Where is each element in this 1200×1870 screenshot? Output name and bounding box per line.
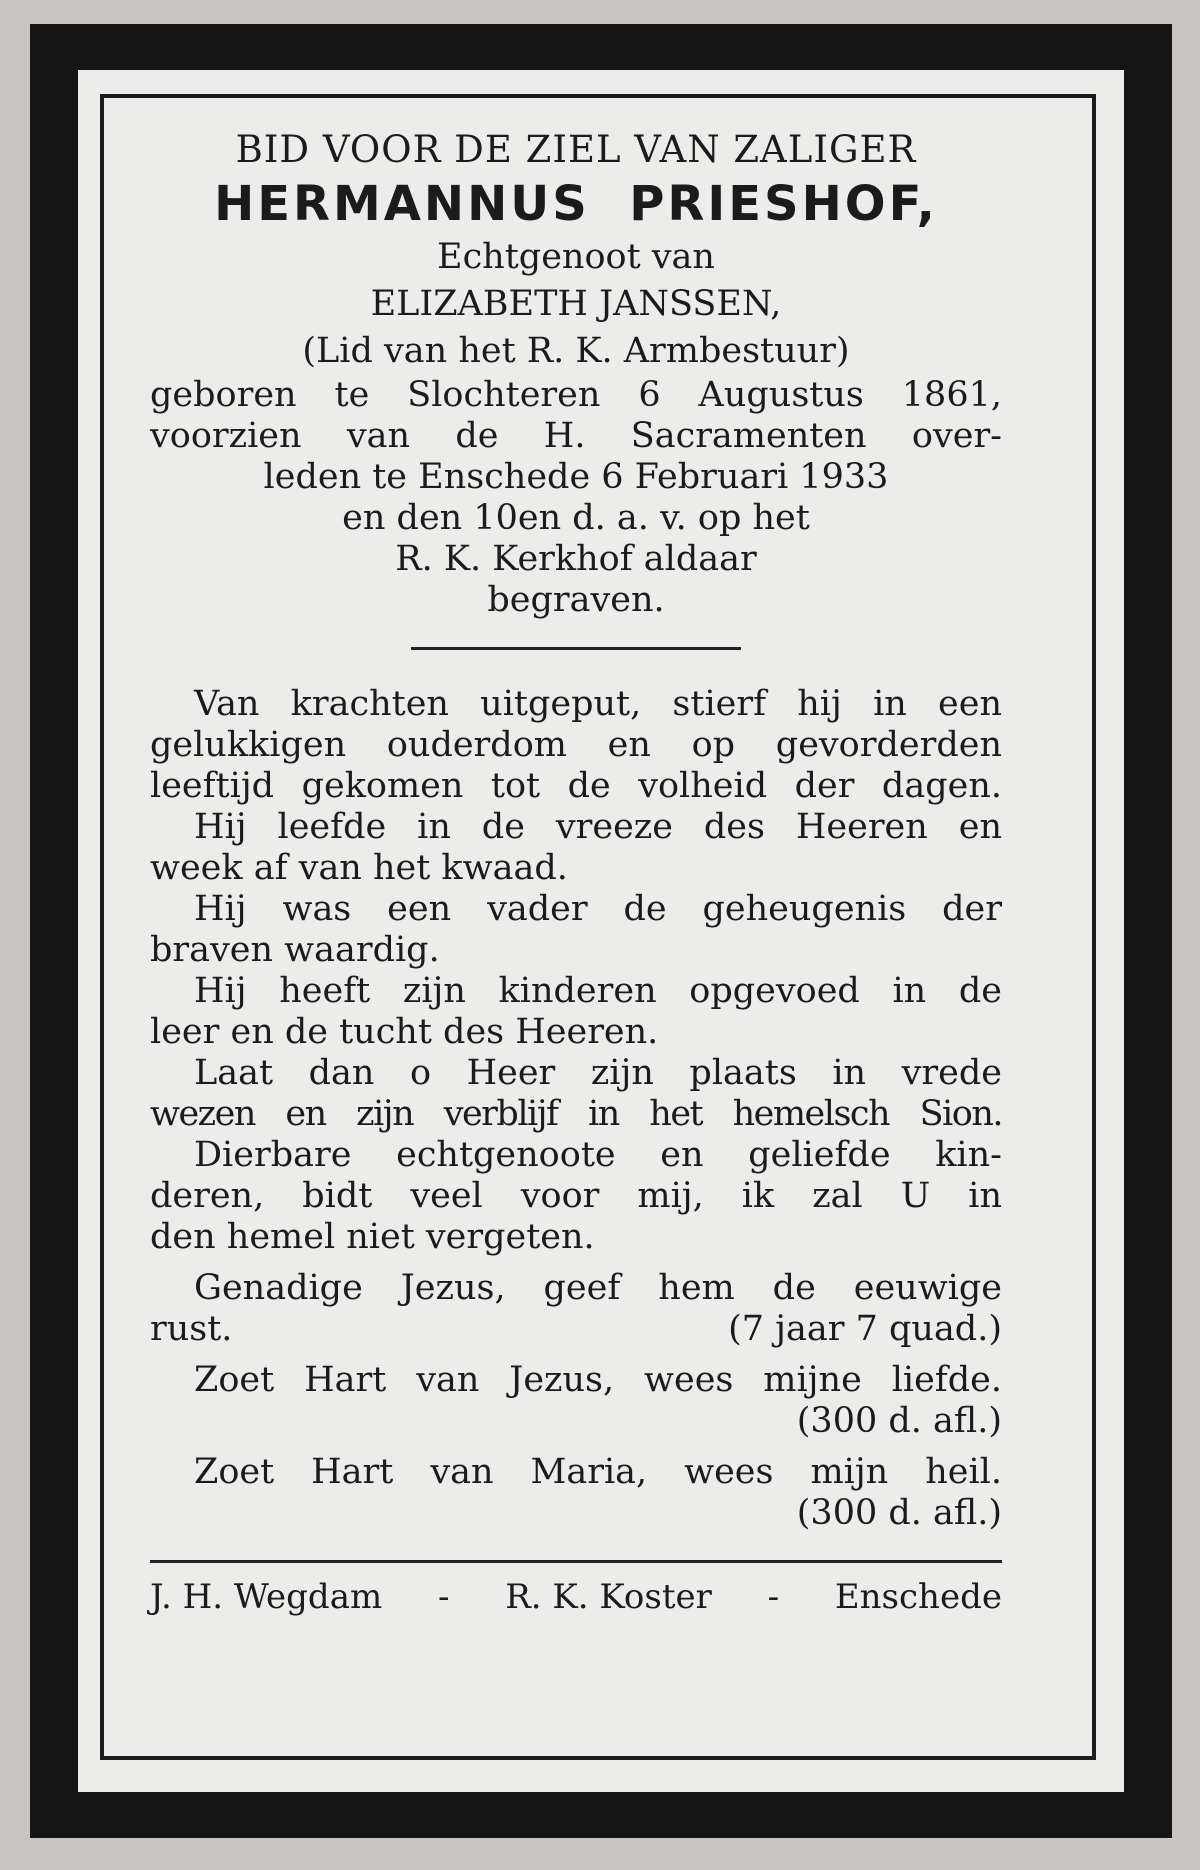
spouse-name: ELIZABETH JANSSEN, (370, 284, 782, 324)
indulgence-note: (7 jaar 7 quad.) (728, 1309, 1002, 1349)
spouse-intro: Echtgenoot van (437, 237, 715, 277)
verse-line: Laat dan o Heer zijn plaats in vrede (194, 1053, 1002, 1093)
prayer-heading: BID VOOR DE ZIEL VAN ZALIGER (235, 128, 917, 171)
indulgence-note: (300 d. afl.) (796, 1493, 1002, 1533)
footer-divider (150, 1560, 1002, 1563)
prayer-line: Genadige Jezus, geef hem de eeuwige (194, 1268, 1002, 1308)
dates-line: leden te Enschede 6 Februari 1933 (263, 457, 889, 497)
verse-line: gelukkigen ouderdom en op gevorderden (150, 725, 1002, 765)
dates-line: geboren te Slochteren 6 Augustus 1861, (150, 375, 1002, 415)
card-paper (78, 70, 1124, 1792)
verse-line: Hij heeft zijn kinderen opgevoed in de (194, 971, 1002, 1011)
dates-line: begraven. (487, 580, 665, 620)
verse-line: week af van het kwaad. (150, 848, 568, 888)
verse-line: Van krachten uitgeput, stierf hij in een (194, 684, 1002, 724)
verse-line: braven waardig. (150, 930, 440, 970)
verse-line: Hij was een vader de geheugenis der (194, 889, 1002, 929)
prayer-line: Zoet Hart van Jezus, wees mijne liefde. (194, 1360, 1002, 1400)
verse-line: deren, bidt veel voor mij, ik zal U in (150, 1176, 1002, 1216)
prayer-line (150, 1309, 1002, 1350)
role-note: (Lid van het R. K. Armbestuur) (302, 331, 850, 371)
verse-line: den hemel niet vergeten. (150, 1217, 595, 1257)
dates-line: voorzien van de H. Sacramenten over- (150, 416, 1002, 456)
verse-line: Dierbare echtgenoote en geliefde kin- (194, 1135, 1002, 1175)
dates-line: en den 10en d. a. v. op het (342, 498, 810, 538)
verse-line: leer en de tucht des Heeren. (150, 1012, 659, 1052)
memorial-card (30, 24, 1172, 1838)
indulgence-note: (300 d. afl.) (796, 1401, 1002, 1441)
verse-line: Hij leefde in de vreeze des Heeren en (194, 807, 1002, 847)
printer-imprint (150, 1575, 1002, 1619)
deceased-name: HERMANNUS PRIESHOF, (214, 176, 938, 232)
card-content (150, 126, 1002, 1619)
printer-city: Enschede (834, 1577, 1002, 1617)
imprint-separator: - (437, 1577, 450, 1617)
verse-line: wezen en zijn verblijf in het hemelsch Sion. (150, 1094, 1002, 1134)
prayer-text: rust. (150, 1309, 233, 1349)
verse-line: leeftijd gekomen tot de volheid der dagen. (150, 766, 1002, 806)
printer-name: J. H. Wegdam (150, 1577, 383, 1617)
prayers-block (150, 1268, 1002, 1534)
prayer-line: Zoet Hart van Maria, wees mijn heil. (194, 1452, 1002, 1492)
divider (411, 647, 741, 650)
dates-block (150, 375, 1002, 621)
printer-role: R. K. Koster (505, 1577, 712, 1617)
verse-block (150, 684, 1002, 1258)
imprint-separator: - (767, 1577, 780, 1617)
dates-line: R. K. Kerkhof aldaar (395, 539, 757, 579)
